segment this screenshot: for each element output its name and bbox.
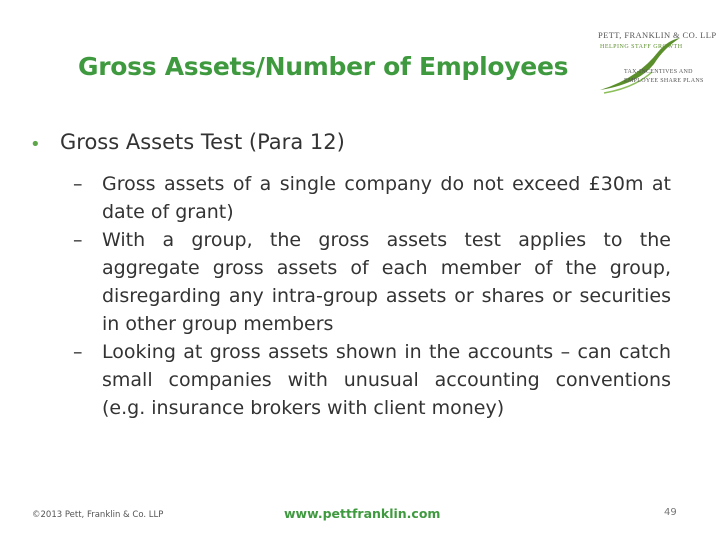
sub-bullet <box>73 338 671 422</box>
logo-tagline: HELPING STAFF GROWTH <box>600 44 683 50</box>
logo-subtitle-line-1: TAX-INCENTIVES AND <box>624 69 693 75</box>
sub-bullet <box>73 170 671 226</box>
footer-copyright: ©2013 Pett, Franklin & Co. LLP <box>32 510 164 520</box>
dash-icon: – <box>73 341 83 363</box>
page-number: 49 <box>664 507 677 518</box>
sub-bullet-text: Looking at gross assets shown in the accounts – can catch small companies with unusual accounting conventions (e.g. insurance brokers with client money) <box>102 341 671 419</box>
logo-subtitle-line-2: EMPLOYEE SHARE PLANS <box>624 78 704 84</box>
sub-bullet-text: With a group, the gross assets test applies to the aggregate gross assets of each member of the group, disregarding any intra-group assets or shares or securities in other group members <box>102 229 671 335</box>
dash-icon: – <box>73 173 83 195</box>
bullet-icon: • <box>30 134 41 155</box>
sub-bullet-list <box>73 170 671 422</box>
main-bullet-text: Gross Assets Test (Para 12) <box>60 130 345 154</box>
dash-icon: – <box>73 229 83 251</box>
sub-bullet-text: Gross assets of a single company do not exceed £30m at date of grant) <box>102 173 671 223</box>
slide-title: Gross Assets/Number of Employees <box>78 52 569 81</box>
footer-website-link[interactable]: www.pettfranklin.com <box>284 506 441 521</box>
logo-company-name: PETT, FRANKLIN & CO. LLP <box>598 30 717 40</box>
sub-bullet <box>73 226 671 338</box>
company-logo <box>598 18 716 96</box>
main-bullet <box>30 130 690 160</box>
